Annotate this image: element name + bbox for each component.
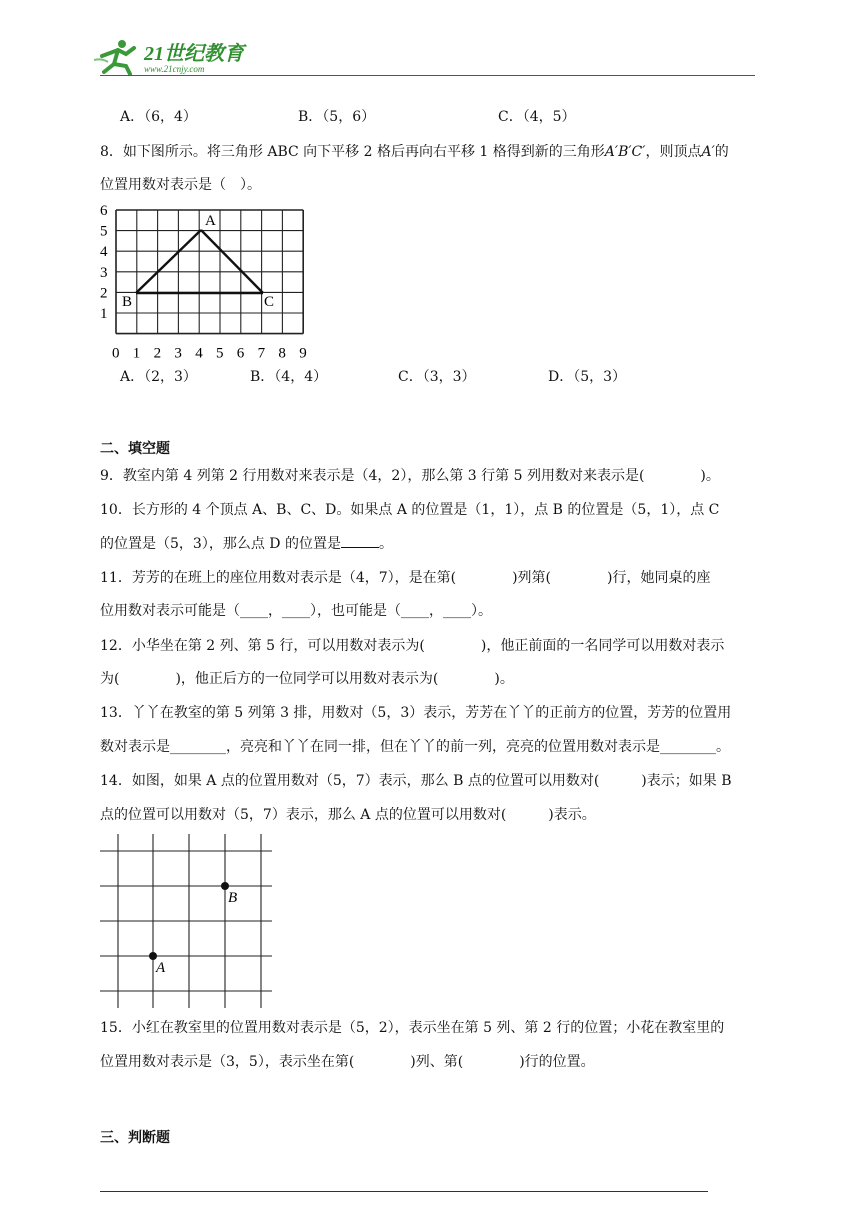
x-tick-label: 6 <box>236 345 245 360</box>
x-tick-label: 9 <box>299 345 307 360</box>
logo-url: www.21cnjy.com <box>144 64 205 74</box>
q11-line1: 11．芳芳的在班上的座位用数对表示是（4，7），是在第( )列第( )行，她同桌的座 <box>100 570 711 586</box>
q8-prime-triangle: A′B′C′ <box>604 144 646 160</box>
x-tick-label: 2 <box>153 345 162 360</box>
q13-line2: 数对表示是________，亮亮和丫丫在同一排，但在丫丫的前一列，亮亮的位置用数对表示是________。 <box>100 739 730 755</box>
y-tick-label: 3 <box>100 264 108 281</box>
q10-line1: 10．长方形的 4 个顶点 A、B、C、D。如果点 A 的位置是（1，1），点 B 的位置是（5，1），点 C <box>100 502 720 518</box>
point-a-dot <box>149 952 157 960</box>
header-rule <box>100 75 755 76</box>
point-label-b: B <box>228 890 238 906</box>
x-tick-label: 4 <box>195 345 203 360</box>
logo-text: 21世纪教育 <box>144 43 244 65</box>
y-tick-label: 1 <box>100 306 108 322</box>
q12-line1: 12．小华坐在第 2 列、第 5 行，可以用数对表示为( )，他正前面的一名同学可以用数对表示 <box>100 638 725 654</box>
x-tick-label: 5 <box>216 345 224 360</box>
section-2-title: 二、填空题 <box>100 441 170 457</box>
q12-line2: 为( )，他正后方的一位同学可以用数对表示为( )。 <box>100 671 514 687</box>
q14-grid-figure <box>96 834 276 1010</box>
q14-line1: 14．如图，如果 A 点的位置用数对（5，7）表示，那么 B 点的位置可以用数对( )表示；如果 B <box>100 773 732 789</box>
section-3-title: 三、判断题 <box>100 1130 170 1146</box>
q8-question-line2: 位置用数对表示是（ ）。 <box>100 177 261 193</box>
triangle-side-ac <box>201 230 263 293</box>
q15-line1: 15．小红在教室里的位置用数对表示是（5，2），表示坐在第 5 列、第 2 行的位置；小花在教室里的 <box>100 1020 725 1036</box>
q8-text-a: 8．如下图所示。将三角形 ABC 向下平移 2 格后再向右平移 1 格得到新的三角形 <box>100 144 605 160</box>
q15-line2: 位置用数对表示是（3，5），表示坐在第( )列、第( )行的位置。 <box>100 1054 595 1070</box>
point-label-b: B <box>122 294 133 310</box>
q10-answer-blank[interactable] <box>341 533 379 548</box>
q8-option-d: D．（5，3） <box>548 369 627 385</box>
q7-option-a: A．（6，4） <box>120 109 197 125</box>
triangle-side-ab <box>136 230 201 293</box>
x-tick-label: 0 <box>112 345 120 360</box>
point-label-c: C <box>264 294 275 310</box>
q14-line2: 点的位置可以用数对（5，7）表示，那么 A 点的位置可以用数对( )表示。 <box>100 807 596 823</box>
q8-prime-a: A′ <box>701 144 715 160</box>
q10-line2-text: 的位置是（5，3），那么点 D 的位置是 <box>100 536 341 552</box>
q7-option-c: C．（4，5） <box>498 109 576 125</box>
q8-option-a: A．（2，3） <box>120 369 197 385</box>
runner-icon <box>94 40 134 74</box>
y-tick-label: 5 <box>100 223 108 240</box>
q8-grid-figure <box>96 200 316 360</box>
q10-line2-end: 。 <box>378 536 393 552</box>
q8-x-axis-labels <box>112 346 307 360</box>
point-label-a: A <box>156 960 166 976</box>
q8-text-b: ，则顶点 <box>645 144 702 160</box>
q8-question-line1 <box>100 142 729 162</box>
y-tick-label: 6 <box>100 203 108 219</box>
q8-option-b: B．（4，4） <box>250 369 328 385</box>
x-tick-label: 7 <box>257 345 266 360</box>
q14-grid-lines <box>100 834 272 1008</box>
point-label-a: A <box>205 213 216 229</box>
q8-y-axis-labels <box>100 203 108 322</box>
x-tick-label: 8 <box>278 345 286 360</box>
q10-line2 <box>100 533 393 554</box>
q7-option-b: B．（5，6） <box>298 109 376 125</box>
x-tick-label: 3 <box>174 345 182 360</box>
point-b-dot <box>221 882 229 890</box>
y-tick-label: 2 <box>100 285 108 302</box>
x-tick-label: 1 <box>132 345 141 360</box>
q9-text: 9．教室内第 4 列第 2 行用数对来表示是（4，2），那么第 3 行第 5 列用数对来表示是( )。 <box>100 468 720 484</box>
q8-option-c: C．（3，3） <box>398 369 476 385</box>
q13-line1: 13．丫丫在教室的第 5 列第 3 排，用数对（5，3）表示，芳芳在丫丫的正前方的位置，芳芳的位置用 <box>100 705 732 721</box>
footer-rule <box>100 1191 708 1192</box>
y-tick-label: 4 <box>100 244 108 261</box>
q11-line2: 位用数对表示可能是（____，____），也可能是（____，____）。 <box>100 603 492 619</box>
q8-text-c: 的 <box>714 144 729 160</box>
site-logo <box>92 36 262 78</box>
